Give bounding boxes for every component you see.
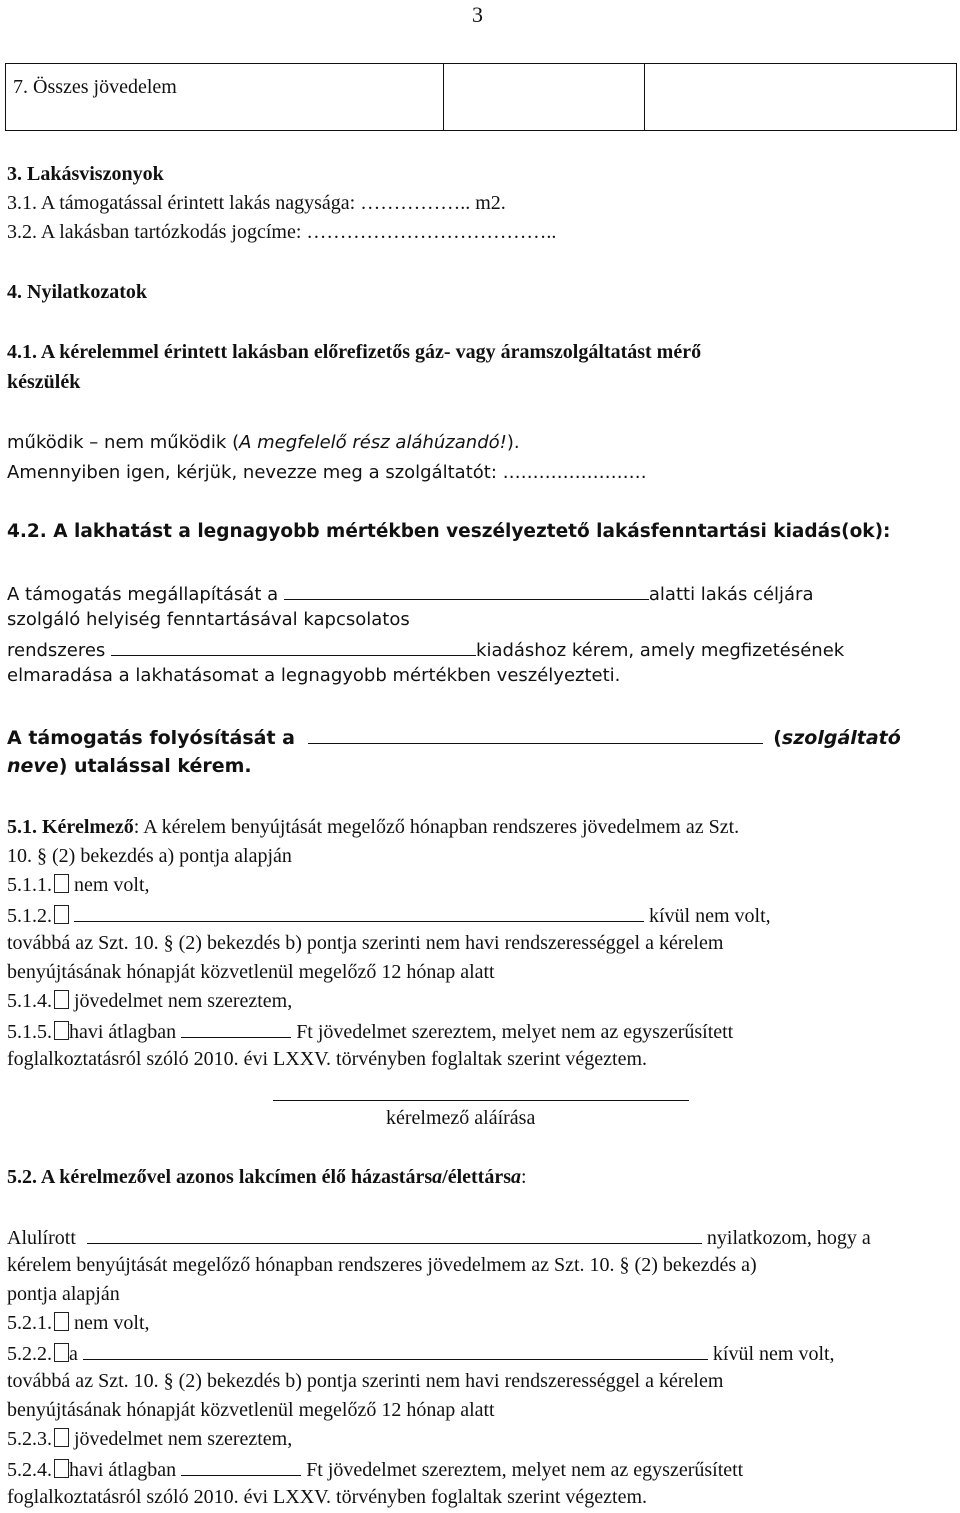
option-text: jövedelmet nem szereztem, — [69, 990, 293, 1012]
checkbox-5-2-3[interactable] — [54, 1428, 69, 1447]
heading-suffix: a — [432, 1166, 443, 1188]
payment-text: A támogatás folyósítását a — [7, 727, 295, 749]
meter-status-line — [7, 432, 520, 453]
option-text-suffix: Ft jövedelmet szereztem, melyet nem az egyszerűsített — [296, 1021, 734, 1043]
apartment-size-line: 3.1. A támogatással érintett lakás nagysága: …………….. m2. — [7, 192, 506, 214]
section-5-1-number: 5.1. — [7, 816, 42, 838]
applicant-label: Kérelmező — [42, 816, 134, 838]
option-5-2-1 — [7, 1312, 150, 1335]
expense-suffix: kiadáshoz kérem, amely megfizetésének — [476, 640, 845, 661]
income-label-cell — [6, 64, 444, 130]
option-5-2-4 — [7, 1457, 743, 1482]
heading-colon: : — [521, 1166, 527, 1188]
spouse-heading: 5.2. A kérelmezővel azonos lakcímen élő házastárs — [7, 1166, 433, 1188]
income-source-field-5-2-2[interactable] — [83, 1341, 708, 1360]
paren-open: ( — [773, 727, 782, 749]
support-request-line1 — [7, 581, 814, 605]
applicant-line1 — [7, 816, 739, 839]
residence-title-line: 3.2. A lakásban tartózkodás jogcíme: ……………………………….. — [7, 221, 557, 243]
option-5-1-5 — [7, 1019, 733, 1044]
spouse-line7: benyújtásának hónapját közvetlenül megelőző 12 hónap alatt — [7, 1399, 495, 1421]
spouse-line3: pontja alapján — [7, 1283, 120, 1305]
average-income-field-5-1-5[interactable] — [181, 1019, 291, 1038]
checkbox-5-1-5[interactable] — [54, 1021, 69, 1040]
checkbox-5-2-4[interactable] — [54, 1459, 69, 1478]
average-income-field-5-2-4[interactable] — [181, 1457, 301, 1476]
spouse-line1 — [7, 1225, 871, 1250]
meter-question-line2: készülék — [7, 371, 81, 393]
undersigned-label: Alulírott — [7, 1227, 76, 1249]
payment-request-line2 — [7, 755, 252, 777]
payment-suffix: ) utalással kérem. — [58, 755, 252, 777]
option-5-2-2 — [7, 1341, 835, 1366]
support-request-line2: szolgáló helyiség fenntartásával kapcsolatos — [7, 609, 410, 630]
option-text: nem volt, — [69, 874, 150, 896]
regular-label: rendszeres — [7, 640, 106, 661]
option-5-1-4 — [7, 990, 292, 1013]
spouse-line6: továbbá az Szt. 10. § (2) bekezdés b) pontja szerinti nem havi rendszerességgel a kérelem — [7, 1370, 724, 1392]
applicant-line6: benyújtásának hónapját közvetlenül megelőző 12 hónap alatt — [7, 961, 495, 983]
option-number: 5.1.2. — [7, 905, 52, 927]
checkbox-5-2-2[interactable] — [54, 1343, 69, 1362]
option-text: kívül nem volt, — [649, 905, 771, 927]
meter-status-end: ). — [506, 432, 520, 453]
applicant-line2: 10. § (2) bekezdés a) pontja alapján — [7, 845, 292, 867]
applicant-signature-line[interactable] — [273, 1100, 689, 1101]
section-4-2-heading: 4.2. A lakhatást a legnagyobb mértékben veszélyeztető lakásfenntartási kiadás(ok): — [7, 521, 891, 542]
provider-label: szolgáltató — [781, 727, 901, 749]
income-source-field-5-1-2[interactable] — [74, 903, 644, 922]
option-text: havi átlagban — [69, 1459, 177, 1481]
applicant-line9: foglalkoztatásról szóló 2010. évi LXXV. törvényben foglaltak szerint végeztem. — [7, 1048, 647, 1070]
spouse-name-field[interactable] — [87, 1225, 702, 1244]
support-request-text: A támogatás megállapítását a — [7, 584, 279, 605]
option-text: havi átlagban — [69, 1021, 177, 1043]
option-text-suffix: kívül nem volt, — [712, 1343, 835, 1365]
name-label: neve — [7, 755, 59, 777]
underline-instruction: A megfelelő rész aláhúzandó! — [239, 432, 507, 453]
option-text: a — [69, 1343, 78, 1365]
support-request-line4: elmaradása a lakhatásomat a legnagyobb mértékben veszélyezteti. — [7, 665, 621, 686]
provider-name-field[interactable] — [308, 725, 763, 744]
declaration-text: nyilatkozom, hogy a — [706, 1227, 871, 1249]
meter-question-line1: 4.1. A kérelemmel érintett lakásban előrefizetős gáz- vagy áramszolgáltatást mérő — [7, 341, 702, 363]
option-5-1-1 — [7, 874, 150, 897]
spouse-line2: kérelem benyújtását megelőző hónapban rendszeres jövedelmem az Szt. 10. § (2) bekezdés a) — [7, 1254, 757, 1276]
spouse-line10: foglalkoztatásról szóló 2010. évi LXXV. törvényben foglaltak szerint végeztem. — [7, 1486, 647, 1508]
option-text: jövedelmet nem szereztem, — [69, 1428, 293, 1450]
section-4-heading: 4. Nyilatkozatok — [7, 281, 147, 303]
option-number: 5.2.4. — [7, 1459, 52, 1481]
meter-status-options[interactable]: működik – nem működik ( — [7, 432, 240, 453]
option-number: 5.2.2. — [7, 1343, 52, 1365]
checkbox-5-2-1[interactable] — [54, 1312, 69, 1331]
option-number: 5.2.3. — [7, 1428, 52, 1450]
expense-type-field[interactable] — [111, 637, 476, 656]
income-table — [5, 63, 957, 131]
applicant-line5: továbbá az Szt. 10. § (2) bekezdés b) pontja szerinti nem havi rendszerességgel a kérelem — [7, 932, 724, 954]
income-value-cell[interactable] — [444, 64, 645, 130]
support-request-suffix: alatti lakás céljára — [648, 584, 814, 605]
option-number: 5.1.5. — [7, 1021, 52, 1043]
page-number: 3 — [472, 2, 483, 27]
income-label: 7. Összes jövedelem — [13, 76, 177, 98]
checkbox-5-1-2[interactable] — [54, 905, 69, 924]
option-number: 5.2.1. — [7, 1312, 52, 1334]
option-5-1-2 — [7, 903, 771, 928]
checkbox-5-1-1[interactable] — [54, 874, 69, 893]
section-5-2-heading — [7, 1166, 527, 1189]
option-number: 5.1.1. — [7, 874, 52, 896]
applicant-signature-label: kérelmező aláírása — [386, 1107, 536, 1129]
support-request-line3 — [7, 637, 844, 661]
option-number: 5.1.4. — [7, 990, 52, 1012]
heading-suffix: a — [511, 1166, 521, 1188]
option-5-2-3 — [7, 1428, 292, 1451]
provider-question: Amennyiben igen, kérjük, nevezze meg a szolgáltatót: …………………… — [7, 462, 647, 483]
partner-heading: /élettárs — [442, 1166, 511, 1188]
option-text: nem volt, — [69, 1312, 150, 1334]
section-3-heading: 3. Lakásviszonyok — [7, 163, 164, 185]
applicant-text: : A kérelem benyújtását megelőző hónapban rendszeres jövedelmem az Szt. — [133, 816, 740, 838]
payment-request-line1 — [7, 725, 901, 749]
address-field[interactable] — [284, 581, 649, 600]
option-text-suffix: Ft jövedelmet szereztem, melyet nem az egyszerűsített — [306, 1459, 744, 1481]
checkbox-5-1-4[interactable] — [54, 990, 69, 1009]
